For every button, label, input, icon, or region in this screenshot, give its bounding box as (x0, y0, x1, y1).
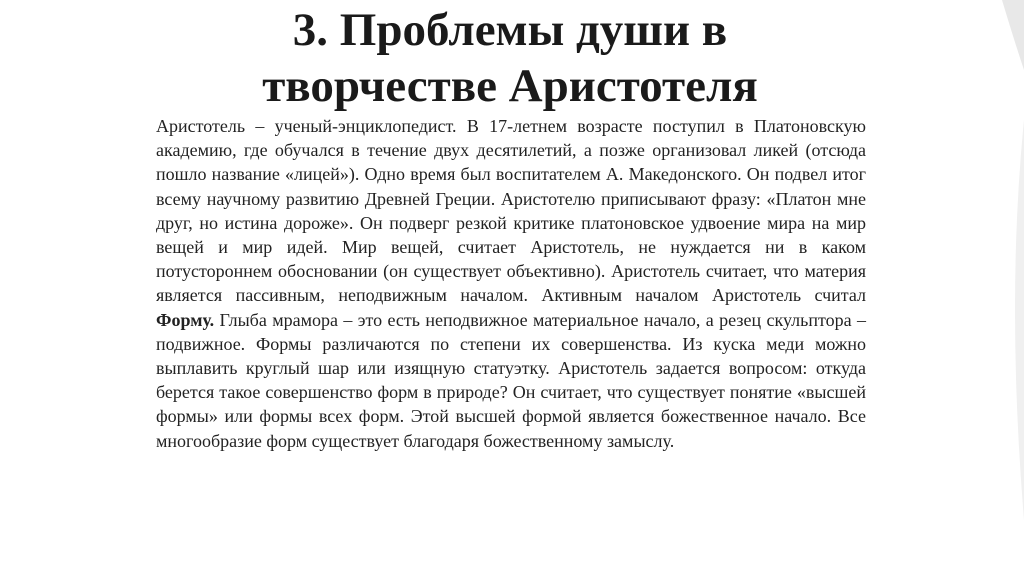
title-line-2: творчестве Аристотеля (262, 60, 758, 112)
body-paragraph (156, 114, 866, 453)
paragraph-text-end: Глыба мрамора – это есть неподвижное материальное начало, а резец скульптора – подвижное. Формы различаются по степени их совершенства. Из куска меди можно выплавить круглый шар или изящную статуэтку. Аристотель задается вопросом: откуда берется такое совершенство форм в природе? Он считает, что существует понятие «высшей формы» или формы всех форм. Этой высшей формой является божественное начало. Все многообразие форм существует благодаря божественному замыслу. (156, 309, 866, 451)
bold-term-form: Форму. (156, 309, 215, 330)
paragraph-text-start: Аристотель – ученый-энциклопедист. В 17-летнем возрасте поступил в Платоновскую академию, где обучался в течение двух десятилетий, а позже организовал ликей (отсюда пошло название «лицей»). Одно время был воспитателем А. Македонского. Он подвел итог всему научному развитию Древней Греции. Аристотелю приписывают фразу: «Платон мне друг, но истина дороже». Он подверг резкой критике платоновское удвоение мира на мир вещей и мир идей. Мир вещей, считает Аристотель, не нуждается ни в каком потустороннем обосновании (он существует объективно). Аристотель считает, что материя является пассивным, неподвижным началом. Активным началом Аристотель считал (156, 116, 866, 306)
title-line-1: 3. Проблемы души в (292, 4, 728, 56)
slide-title (150, 2, 870, 114)
corner-decoration (984, 0, 1024, 574)
